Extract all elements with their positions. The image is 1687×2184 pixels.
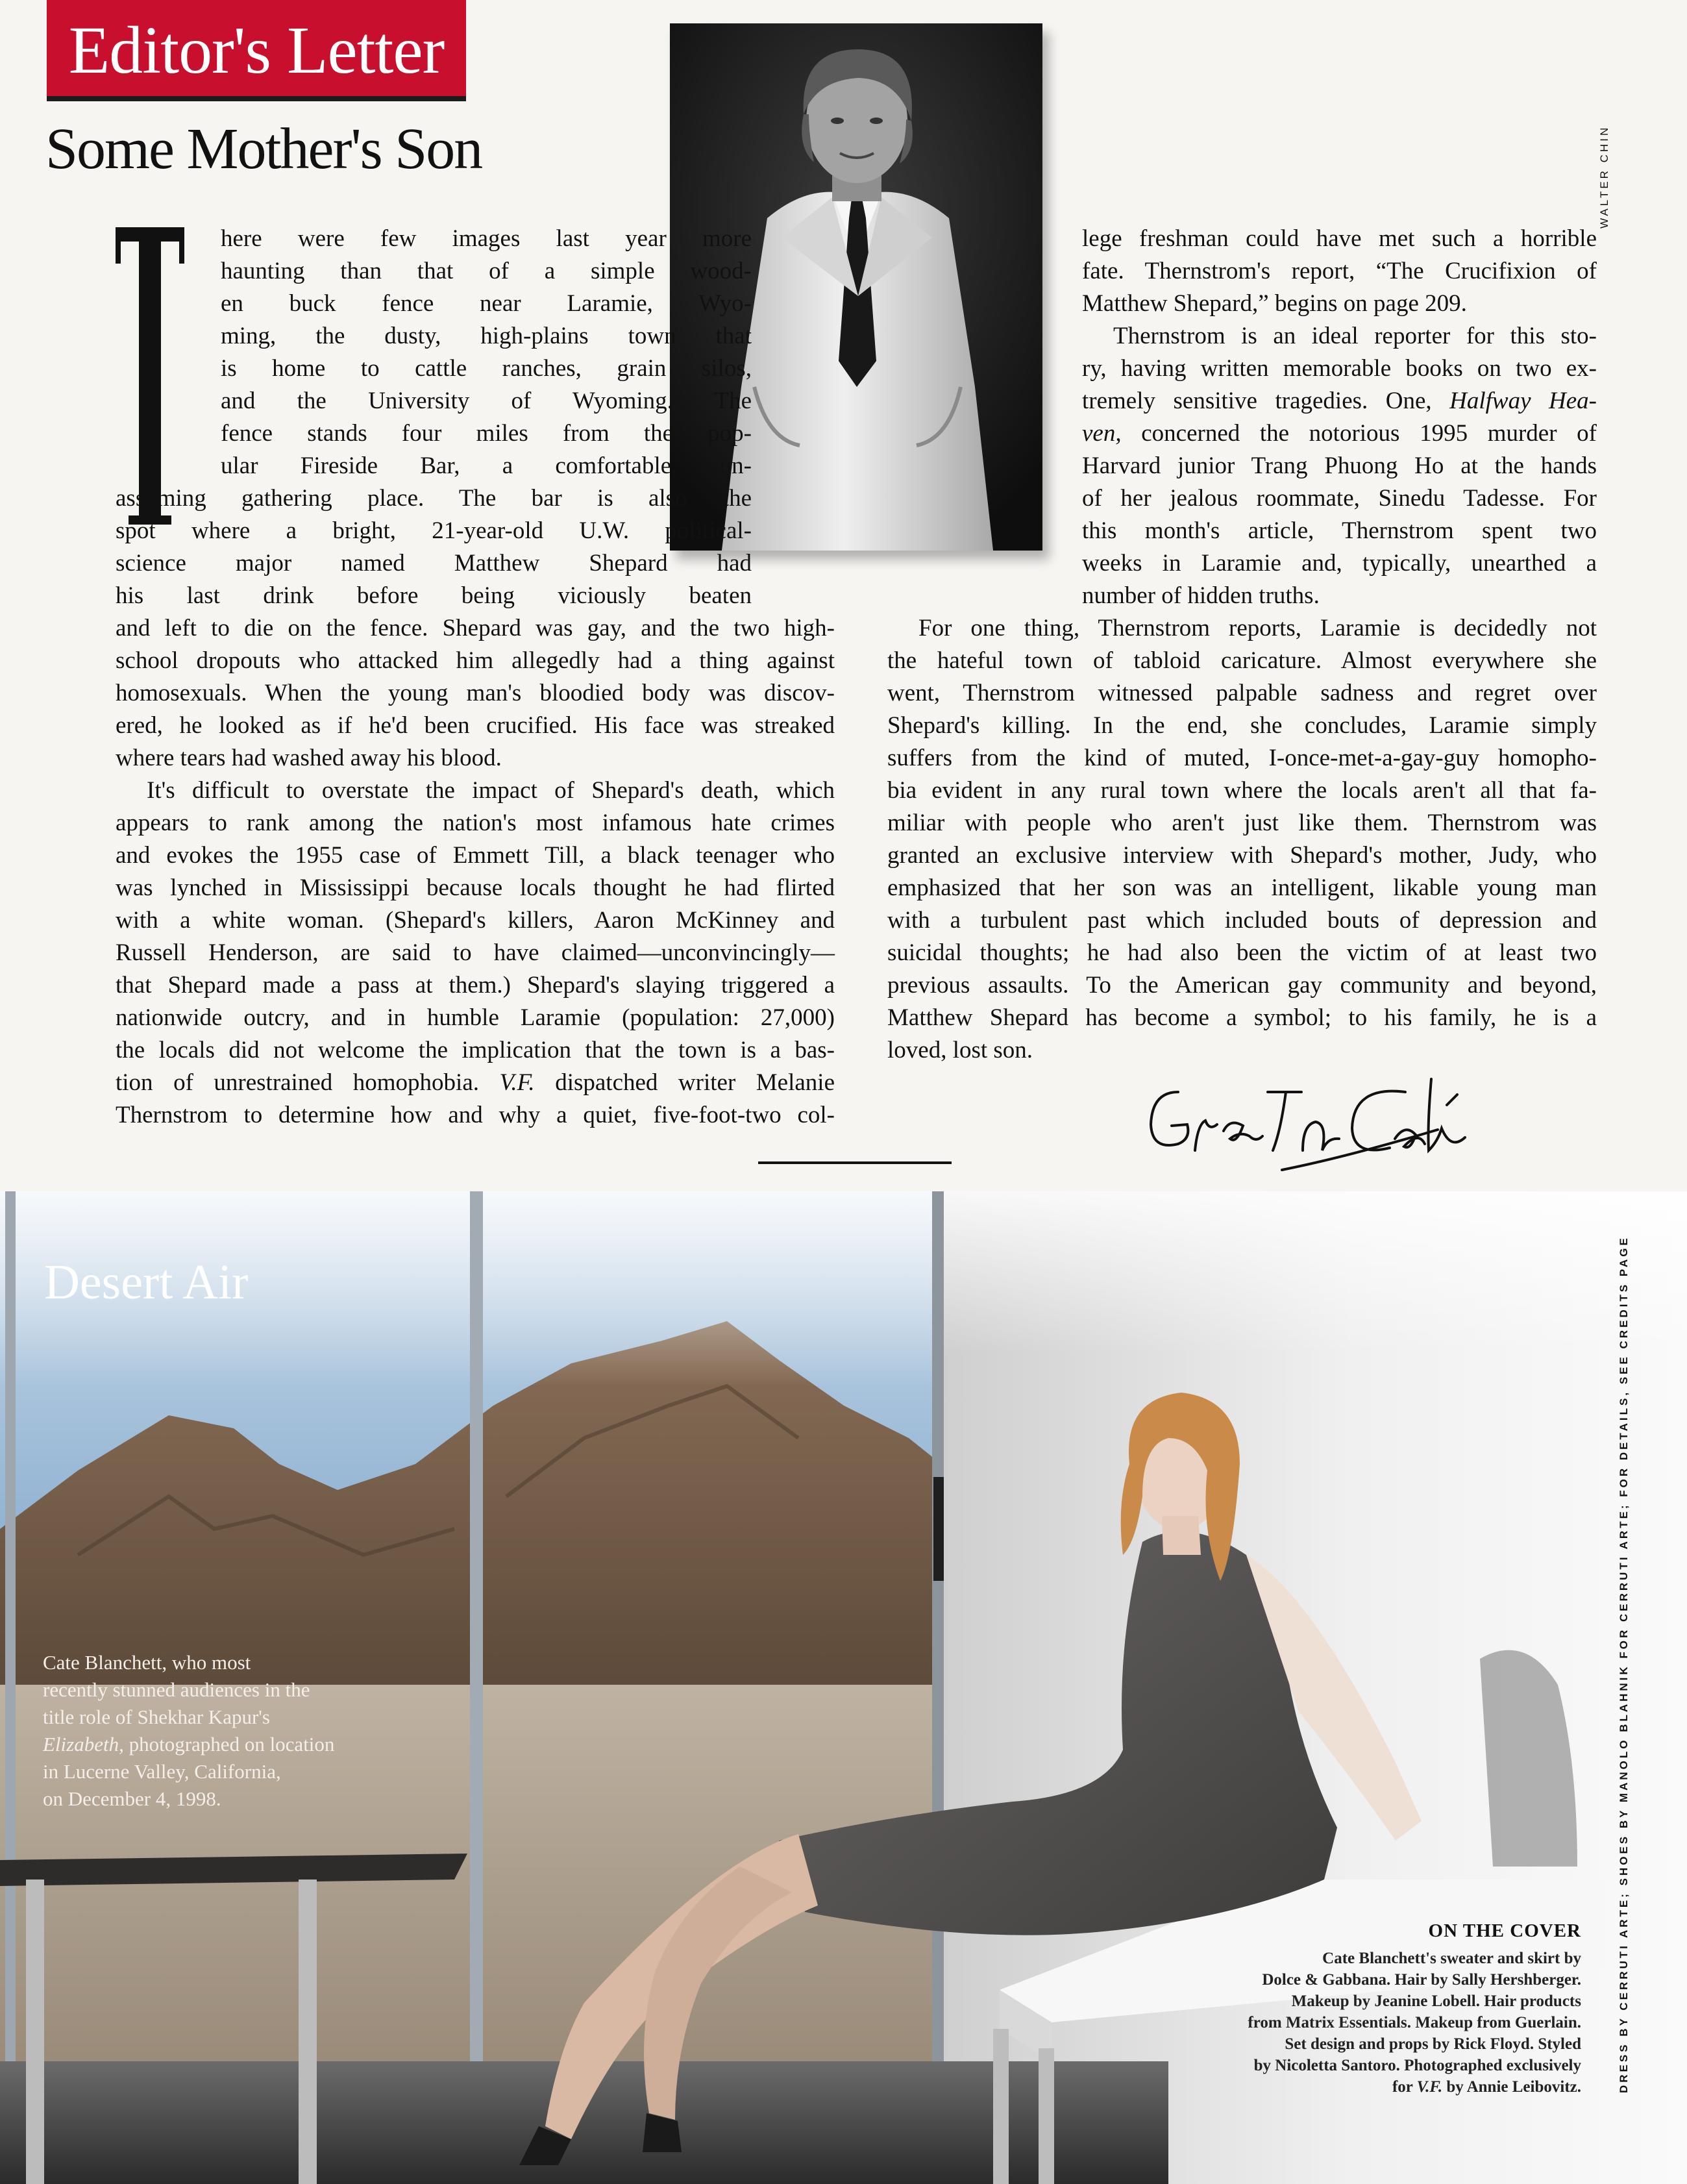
caption-line: Set design and props by Rick Floyd. Styled — [1285, 2035, 1581, 2053]
text-line: the locals did not welcome the implication that the town is a bas- — [116, 1037, 835, 1063]
text-line: ered, he looked as if he'd been crucified. His face was streaked — [116, 712, 835, 739]
text-line: Harvard junior Trang Phuong Ho at the hands — [1082, 453, 1597, 479]
text-line: suicidal thoughts; he had also been the victim of at least two — [887, 939, 1597, 966]
text-line: of her jealous roommate, Sinedu Tadesse. For — [1082, 485, 1597, 512]
article-column-right — [887, 223, 1597, 1067]
text-line: Russell Henderson, are said to have claimed—unconvincingly— — [116, 939, 835, 966]
photo-credit: WALTER CHIN — [1598, 125, 1610, 229]
text-line: assuming gathering place. The bar is also the — [116, 485, 752, 512]
text-line: that Shepard made a pass at them.) Shepard's slaying triggered a — [116, 972, 835, 999]
text-line: tion of unrestrained homophobia. V.F. dispatched writer Melanie — [116, 1069, 835, 1096]
text-line: with a white woman. (Shepard's killers, Aaron McKinney and — [116, 907, 835, 934]
text-line: nationwide outcry, and in humble Laramie (population: 27,000) — [116, 1004, 835, 1031]
caption-line: in Lucerne Valley, California, — [43, 1760, 281, 1783]
text-line: science major named Matthew Shepard had — [116, 550, 752, 577]
text-line: fate. Thernstrom's report, “The Crucifixion of — [1082, 258, 1597, 284]
text-line: previous assaults. To the American gay community and beyond, — [887, 972, 1597, 999]
text-line: lege freshman could have met such a horrible — [1082, 225, 1597, 252]
text-line: spot where a bright, 21-year-old U.W. political- — [116, 517, 752, 544]
hero-title: Desert Air — [44, 1255, 249, 1309]
text-line: ular Fireside Bar, a comfortable, un- — [221, 453, 752, 479]
text-line: miliar with people who aren't just like them. Thernstrom was — [887, 810, 1597, 836]
text-line: homosexuals. When the young man's bloodied body was discov- — [116, 680, 835, 706]
caption-line: for V.F. by Annie Leibovitz. — [1392, 2078, 1581, 2096]
caption-line: from Matrix Essentials. Makeup from Guerlain. — [1248, 2014, 1581, 2031]
caption-line: Makeup by Jeanine Lobell. Hair products — [1291, 1992, 1581, 2010]
text-line: haunting than that of a simple wood- — [221, 258, 752, 284]
fashion-credit: DRESS BY CERRUTI ARTE; SHOES BY MANOLO BLAHNIK FOR CERRUTI ARTE; FOR DETAILS, SEE CREDITS PAGE — [1618, 1235, 1630, 2093]
text-line: is home to cattle ranches, grain silos, — [221, 355, 752, 382]
text-line: ming, the dusty, high-plains town that — [221, 323, 752, 349]
text-line: It's difficult to overstate the impact of Shepard's death, which — [147, 777, 835, 804]
caption-line: recently stunned audiences in the — [43, 1678, 310, 1701]
hero-caption — [43, 1649, 432, 1813]
caption-line: Dolce & Gabbana. Hair by Sally Hershberger. — [1262, 1971, 1581, 1989]
text-line: For one thing, Thernstrom reports, Laramie is decidedly not — [918, 615, 1597, 641]
text-line: went, Thernstrom witnessed palpable sadness and regret over — [887, 680, 1597, 706]
caption-line: Elizabeth, photographed on location — [43, 1733, 335, 1756]
text-line: was lynched in Mississippi because locals thought he had flirted — [116, 875, 835, 901]
text-line: Thernstrom to determine how and why a quiet, five-foot-two col- — [116, 1102, 835, 1128]
text-line: with a turbulent past which included bouts of depression and — [887, 907, 1597, 934]
text-line: loved, lost son. — [887, 1037, 1033, 1063]
text-line: suffers from the kind of muted, I-once-met-a-gay-guy homopho- — [887, 745, 1597, 771]
text-line: ry, having written memorable books on two ex- — [1082, 355, 1597, 382]
text-line: Matthew Shepard,” begins on page 209. — [1082, 290, 1467, 317]
editor-signature — [1133, 1053, 1477, 1188]
text-line: here were few images last year more — [221, 225, 752, 252]
text-line: and left to die on the fence. Shepard was gay, and the two high- — [116, 615, 835, 641]
text-line: emphasized that her son was an intelligent, likable young man — [887, 875, 1597, 901]
section-rule — [47, 96, 466, 101]
text-line: ven, concerned the notorious 1995 murder of — [1082, 420, 1597, 447]
text-line: tremely sensitive tragedies. One, Halfway Hea- — [1082, 388, 1597, 414]
cover-caption — [1129, 1948, 1581, 2098]
caption-line: by Nicoletta Santoro. Photographed exclusively — [1253, 2057, 1581, 2074]
text-line: fence stands four miles from the pop- — [221, 420, 752, 447]
text-line: where tears had washed away his blood. — [116, 745, 502, 771]
text-line: bia evident in any rural town where the locals aren't all that fa- — [887, 777, 1597, 804]
text-line: and evokes the 1955 case of Emmett Till, a black teenager who — [116, 842, 835, 869]
text-line: appears to rank among the nation's most infamous hate crimes — [116, 810, 835, 836]
text-line: Matthew Shepard has become a symbol; to his family, he is a — [887, 1004, 1597, 1031]
text-line: the hateful town of tabloid caricature. Almost everywhere she — [887, 647, 1597, 674]
caption-line: Cate Blanchett's sweater and skirt by — [1322, 1950, 1581, 1967]
section-label: Editor's Letter — [47, 0, 466, 101]
caption-line: on December 4, 1998. — [43, 1787, 221, 1810]
section-divider — [758, 1161, 952, 1164]
caption-line: title role of Shekhar Kapur's — [43, 1706, 270, 1728]
text-line: Shepard's killing. In the end, she concludes, Laramie simply — [887, 712, 1597, 739]
page-title: Some Mother's Son — [45, 117, 482, 181]
text-line: granted an exclusive interview with Shepard's mother, Judy, who — [887, 842, 1597, 869]
article-column-left — [116, 223, 835, 1132]
text-line: en buck fence near Laramie, Wyo- — [221, 290, 752, 317]
text-line: this month's article, Thernstrom spent two — [1082, 517, 1597, 544]
text-line: school dropouts who attacked him allegedly had a thing against — [116, 647, 835, 674]
text-line: Thernstrom is an ideal reporter for this sto- — [1113, 323, 1597, 349]
caption-line: Cate Blanchett, who most — [43, 1651, 251, 1674]
text-line: weeks in Laramie and, typically, unearthed a — [1082, 550, 1597, 577]
text-line: number of hidden truths. — [1082, 582, 1320, 609]
text-line: and the University of Wyoming. The — [221, 388, 752, 414]
cover-heading: ON THE COVER — [1428, 1920, 1581, 1941]
text-line: his last drink before being viciously beaten — [116, 582, 752, 609]
